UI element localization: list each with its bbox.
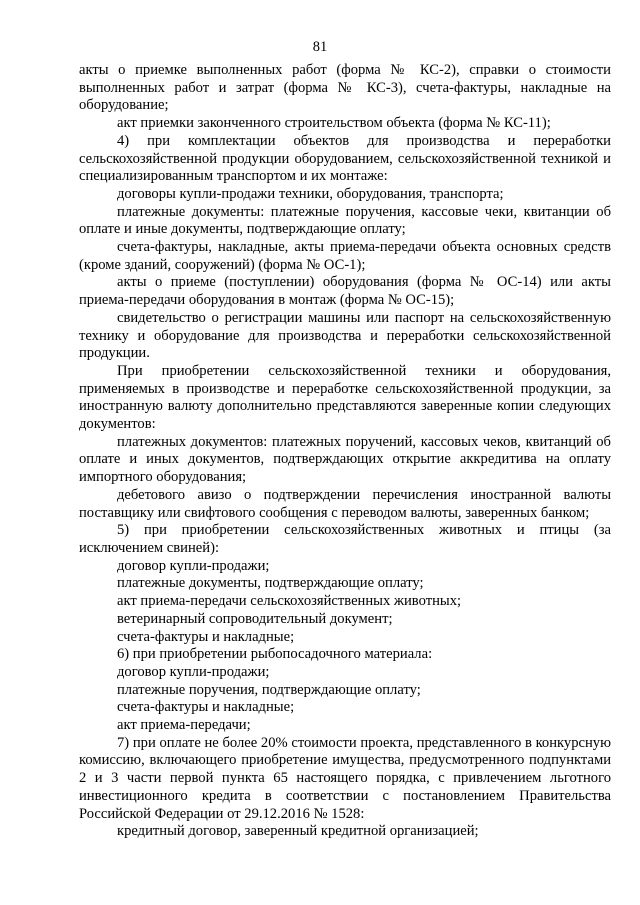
paragraph: акт приема-передачи; (117, 717, 251, 734)
paragraph: 4) при комплектации объектов для производства и переработки сельскохозяйственной продукции оборудованием, сельскохозяйственной техникой и специализированным транспортом и их монтаже: (79, 132, 611, 185)
paragraph: свидетельство о регистрации машины или паспорт на сельскохозяйственную технику и оборудование для производства и переработки сельскохозяйственной продукции. (79, 309, 611, 362)
paragraph: ветеринарный сопроводительный документ; (117, 610, 393, 627)
paragraph: счета-фактуры, накладные, акты приема-передачи объекта основных средств (кроме зданий, сооружений) (форма № ОС-1); (79, 239, 611, 273)
paragraph: акты о приемке выполненных работ (форма № КС-2), справки о стоимости выполненных работ и затрат (форма № КС-3), счета-фактуры, накладные на оборудование; (79, 62, 611, 114)
paragraph: счета-фактуры и накладные; (117, 628, 295, 645)
paragraph: счета-фактуры и накладные; (117, 699, 295, 716)
paragraph: акт приемки законченного строительством объекта (форма № КС-11); (117, 115, 551, 132)
paragraph: акт приема-передачи сельскохозяйственных животных; (117, 593, 462, 610)
paragraph: платежные поручения, подтверждающие оплату; (117, 681, 421, 698)
document-body (79, 62, 611, 841)
paragraph: 6) при приобретении рыбопосадочного материала: (117, 646, 433, 663)
paragraph: 5) при приобретении сельскохозяйственных животных и птицы (за исключением свиней): (79, 522, 611, 556)
paragraph: платежных документов: платежных поручений, кассовых чеков, квитанций об оплате и иных документов, подтверждающих открытие аккредитива на оплату импортного оборудования; (79, 433, 611, 486)
paragraph: договор купли-продажи; (117, 663, 270, 680)
paragraph: дебетового авизо о подтверждении перечисления иностранной валюты поставщику или свифтового сообщения с переводом валюты, заверенных банком; (79, 486, 611, 521)
paragraph: договоры купли-продажи техники, оборудования, транспорта; (117, 185, 504, 202)
paragraph: кредитный договор, заверенный кредитной организацией; (117, 823, 479, 840)
paragraph: акты о приеме (поступлении) оборудования (форма № ОС-14) или акты приема-передачи оборудования в монтаж (форма № ОС-15); (79, 274, 611, 309)
paragraph: 7) при оплате не более 20% стоимости проекта, представленного в конкурсную комиссию, включающего приобретение имущества, предусмотренного подпунктами 2 и 3 части первой пункта 65 настоящего порядка, с привлечением льготного инвестиционного кредита в соответствии с постановлением Правительства Российской Федерации от 29.12.2016 № 1528: (79, 734, 611, 822)
paragraph: платежные документы: платежные поручения, кассовые чеки, квитанции об оплате и иные документы, подтверждающие оплату; (79, 203, 611, 238)
page-number: 81 (312, 39, 328, 55)
paragraph: договор купли-продажи; (117, 557, 270, 574)
paragraph: платежные документы, подтверждающие оплату; (117, 575, 424, 592)
paragraph: При приобретении сельскохозяйственной техники и оборудования, применяемых в производстве и переработке сельскохозяйственной продукции, за иностранную валюту дополнительно представляются заверенные копии следующих документов: (79, 362, 611, 433)
